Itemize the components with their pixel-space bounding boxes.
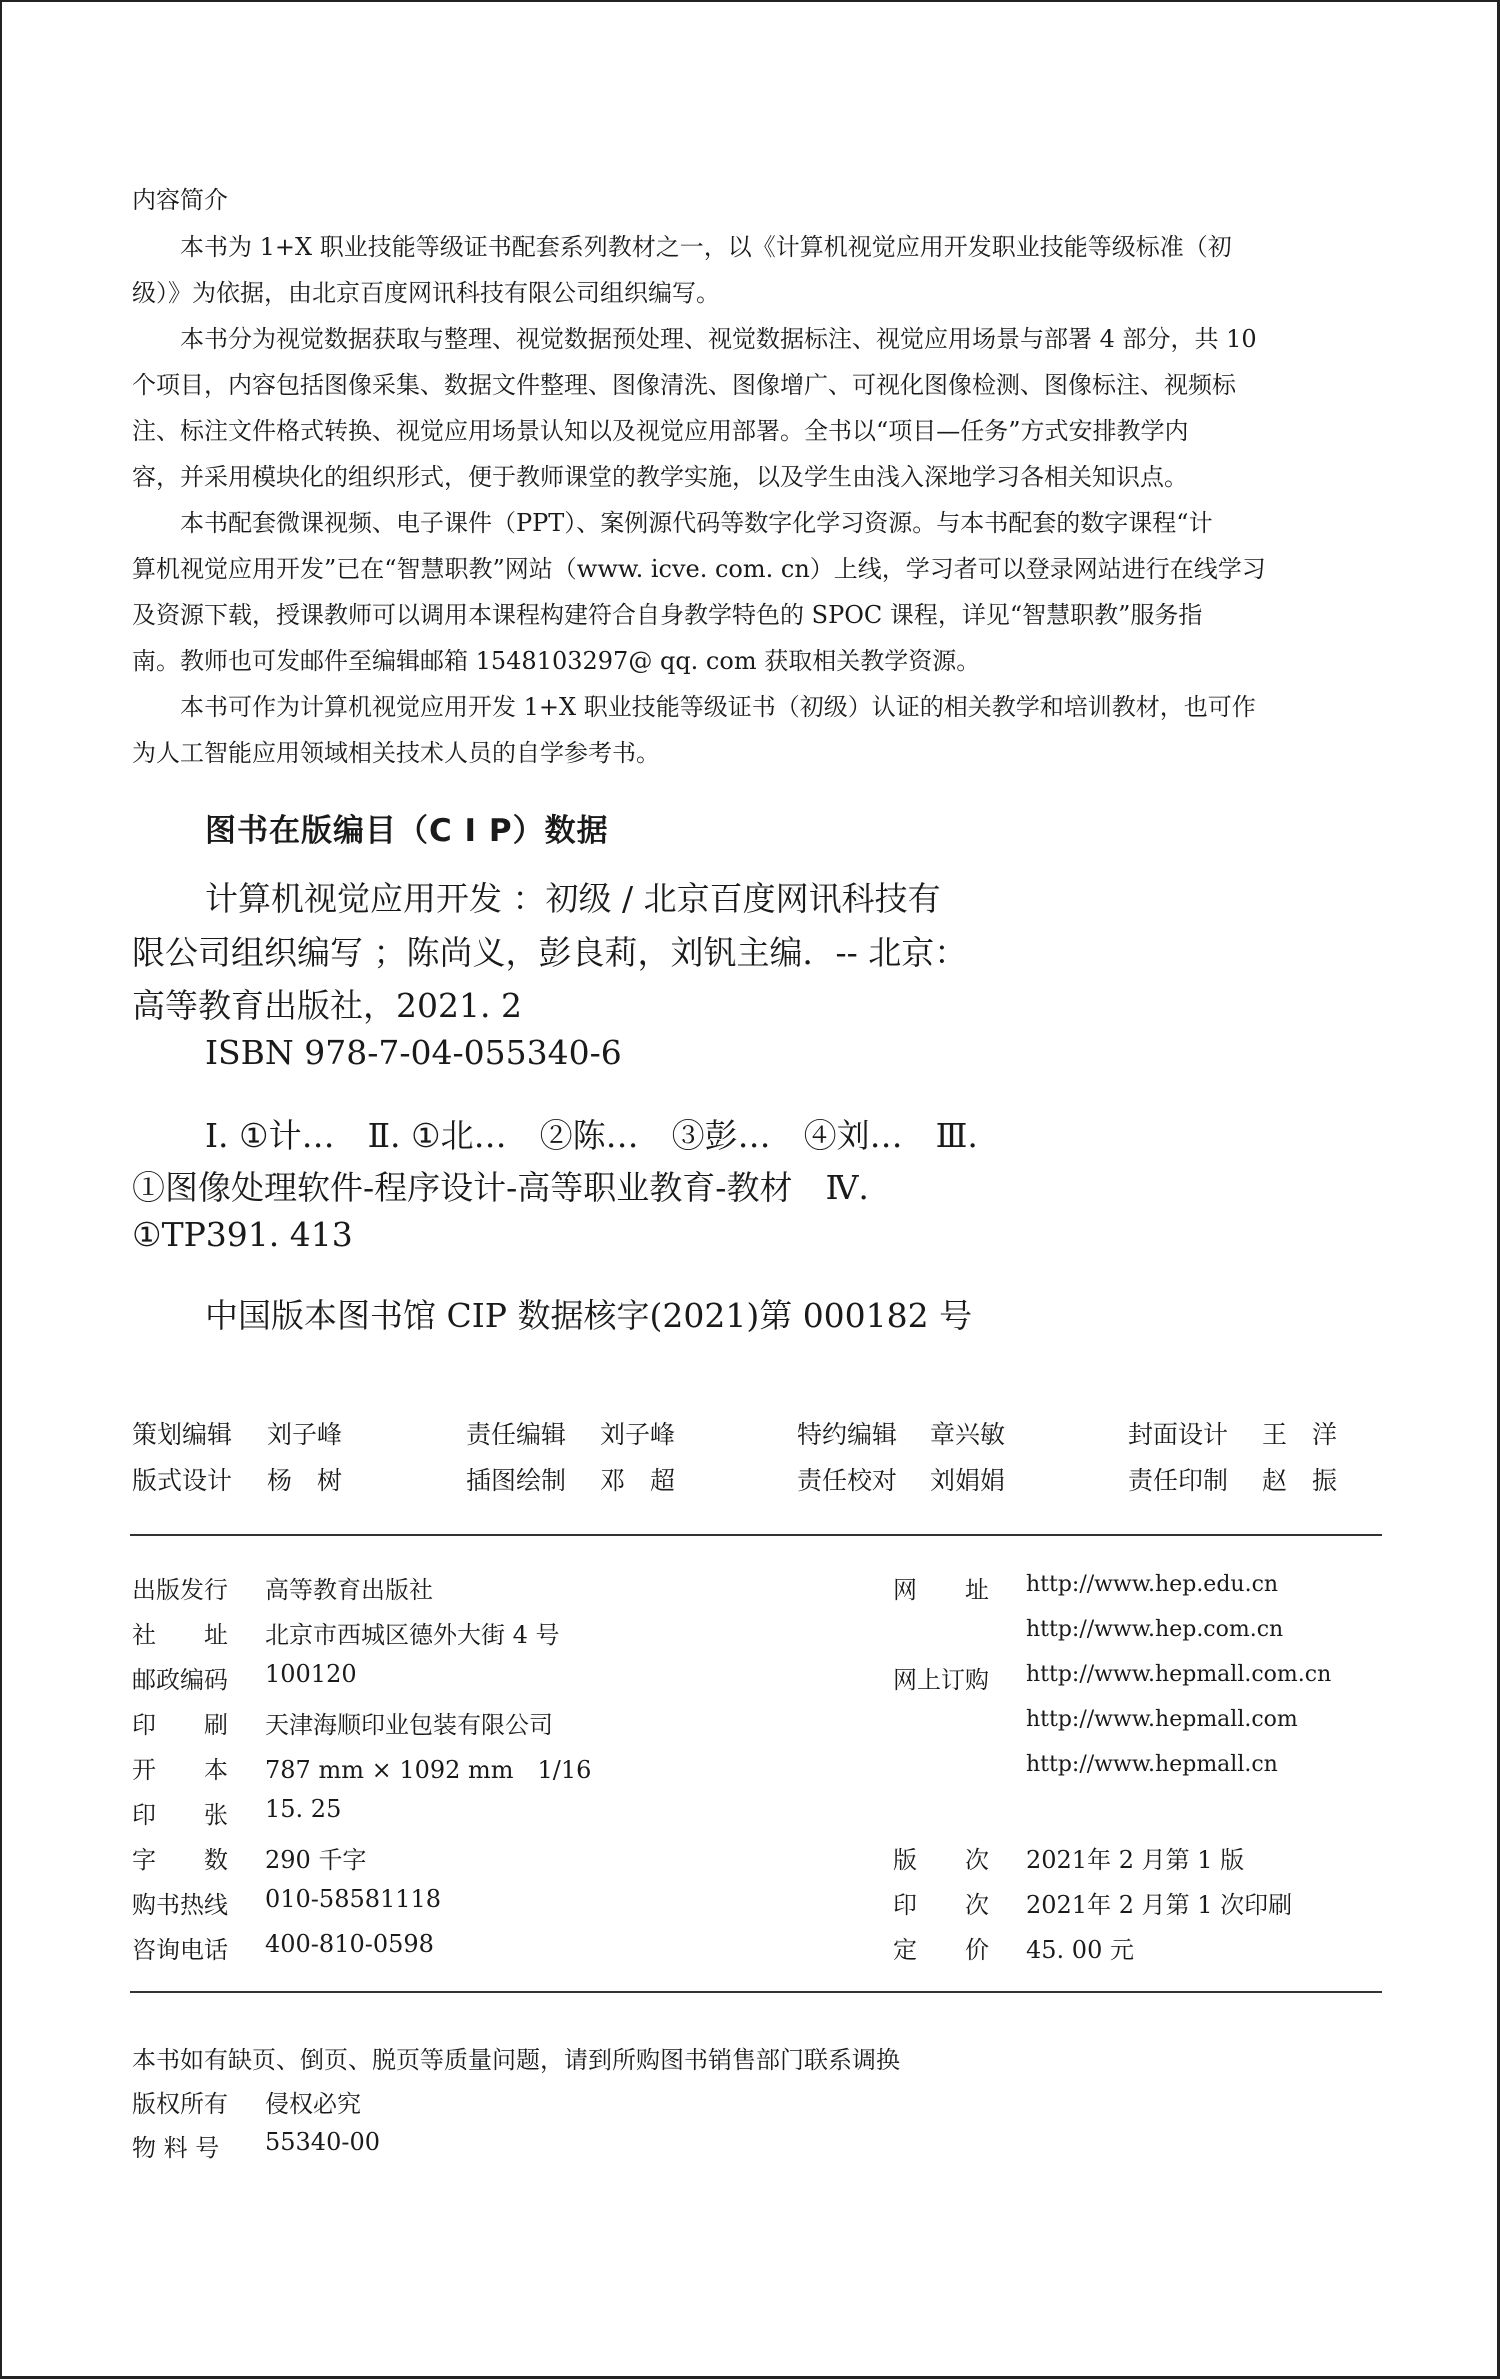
pub-value: 15. 25: [265, 1795, 342, 1823]
credit-value: 刘子峰: [267, 1420, 343, 1449]
credit-label: 策划编辑: [132, 1420, 233, 1449]
pub-label: 印 张: [132, 1801, 228, 1829]
pub-value: 400-810-0598: [265, 1930, 434, 1958]
pub-label: 印 刷: [132, 1711, 228, 1739]
credit-value: 王 洋: [1262, 1420, 1338, 1449]
intro-line: 级）》为依据，由北京百度网讯科技有限公司组织编写。: [132, 279, 720, 307]
cip-line: Ⅰ. ①计… Ⅱ. ①北… ②陈… ③彭… ④刘… Ⅲ.: [205, 1116, 978, 1155]
pub-value: 787 mm × 1092 mm 1/16: [265, 1756, 592, 1784]
pub-label: 购书热线: [132, 1891, 228, 1919]
pub-value: 高等教育出版社: [265, 1576, 433, 1604]
shop-link[interactable]: http://www.hepmall.com.cn: [1026, 1662, 1332, 1687]
pub-value: 100120: [265, 1660, 357, 1688]
shop-link[interactable]: http://www.hepmall.com: [1026, 1707, 1298, 1732]
cip-heading: 图书在版编目（C I P）数据: [205, 813, 609, 849]
pub-value: 天津海顺印业包装有限公司: [265, 1711, 553, 1739]
cip-line: 限公司组织编写 ；陈尚义，彭良莉，刘钒主编．-- 北京：: [132, 933, 968, 972]
pub-label: 开 本: [132, 1756, 228, 1784]
divider-rule: [130, 1534, 1382, 1536]
credit-label: 封面设计: [1128, 1420, 1229, 1449]
website-link[interactable]: http://www.hep.com.cn: [1026, 1617, 1284, 1642]
credit-value: 邓 超: [600, 1466, 676, 1495]
pub-value: 010-58581118: [265, 1885, 442, 1913]
quality-notice: 本书如有缺页、倒页、脱页等质量问题，请到所购图书销售部门联系调换: [132, 2046, 900, 2074]
divider-rule: [130, 1991, 1382, 1993]
credit-value: 刘子峰: [600, 1420, 676, 1449]
pub-label: 出版发行: [132, 1576, 228, 1604]
intro-line: 本书可作为计算机视觉应用开发 1+X 职业技能等级证书（初级）认证的相关教学和培训教材，也可作: [180, 693, 1256, 721]
pub-label-shop: 网上订购: [893, 1666, 989, 1694]
cip-line: 高等教育出版社，2021. 2: [132, 986, 522, 1025]
intro-heading: 内容简介: [132, 186, 228, 214]
pub-label: 印 次: [893, 1891, 989, 1919]
pub-value: 2021年 2 月第 1 次印刷: [1026, 1891, 1293, 1919]
pub-label: 字 数: [132, 1846, 228, 1874]
pub-label: 咨询电话: [132, 1936, 228, 1964]
intro-line: 注、标注文件格式转换、视觉应用场景认知以及视觉应用部署。全书以“项目—任务”方式安排教学内: [132, 417, 1189, 445]
material-value: 55340-00: [265, 2128, 380, 2156]
website-link[interactable]: http://www.hep.edu.cn: [1026, 1572, 1279, 1597]
intro-line: 为人工智能应用领域相关技术人员的自学参考书。: [132, 739, 660, 767]
cip-record-number: 中国版本图书馆 CIP 数据核字(2021)第 000182 号: [205, 1296, 973, 1335]
material-label: 物 料 号: [132, 2134, 220, 2162]
pub-label: 社 址: [132, 1621, 228, 1649]
pub-value: 北京市西城区德外大街 4 号: [265, 1621, 560, 1649]
intro-line: 个项目，内容包括图像采集、数据文件整理、图像清洗、图像增广、可视化图像检测、图像标注、视频标: [132, 371, 1236, 399]
credit-label: 特约编辑: [797, 1420, 898, 1449]
cip-line: ①TP391. 413: [132, 1215, 353, 1254]
credit-value: 刘娟娟: [930, 1466, 1006, 1495]
pub-value: 2021年 2 月第 1 版: [1026, 1846, 1245, 1874]
pub-value: 290 千字: [265, 1846, 367, 1874]
credit-value: 章兴敏: [930, 1420, 1006, 1449]
credit-value: 杨 树: [267, 1466, 343, 1495]
cip-line: 计算机视觉应用开发 ：初级 / 北京百度网讯科技有: [205, 879, 941, 918]
intro-line: 算机视觉应用开发”已在“智慧职教”网站（www. icve. com. cn）上线，学习者可以登录网站进行在线学习: [132, 555, 1266, 583]
intro-line: 及资源下载，授课教师可以调用本课程构建符合自身教学特色的 SPOC 课程，详见“智慧职教”服务指: [132, 601, 1203, 629]
cip-isbn: ISBN 978-7-04-055340-6: [205, 1033, 622, 1072]
pub-value: 45. 00 元: [1026, 1936, 1134, 1964]
credit-label: 版式设计: [132, 1466, 233, 1495]
credit-label: 插图绘制: [466, 1466, 567, 1495]
credit-label: 责任编辑: [466, 1420, 567, 1449]
rights-value: 侵权必究: [265, 2090, 361, 2118]
cip-line: ①图像处理软件-程序设计-高等职业教育-教材 Ⅳ.: [132, 1168, 869, 1207]
pub-label-website: 网 址: [893, 1576, 989, 1604]
intro-line: 南。教师也可发邮件至编辑邮箱 1548103297@ qq. com 获取相关教学资源。: [132, 647, 981, 675]
credit-value: 赵 振: [1262, 1466, 1338, 1495]
intro-line: 容，并采用模块化的组织形式，便于教师课堂的教学实施，以及学生由浅入深地学习各相关知识点。: [132, 463, 1188, 491]
pub-label: 邮政编码: [132, 1666, 228, 1694]
credit-label: 责任校对: [797, 1466, 898, 1495]
shop-link[interactable]: http://www.hepmall.cn: [1026, 1752, 1278, 1777]
credit-label: 责任印制: [1128, 1466, 1229, 1495]
intro-line: 本书配套微课视频、电子课件（PPT）、案例源代码等数字化学习资源。与本书配套的数字课程“计: [180, 509, 1213, 537]
intro-line: 本书为 1+X 职业技能等级证书配套系列教材之一，以《计算机视觉应用开发职业技能等级标准（初: [180, 233, 1232, 261]
intro-line: 本书分为视觉数据获取与整理、视觉数据预处理、视觉数据标注、视觉应用场景与部署 4 部分，共 10: [180, 325, 1257, 353]
rights-label: 版权所有: [132, 2090, 228, 2118]
pub-label: 版 次: [893, 1846, 989, 1874]
pub-label: 定 价: [893, 1936, 989, 1964]
